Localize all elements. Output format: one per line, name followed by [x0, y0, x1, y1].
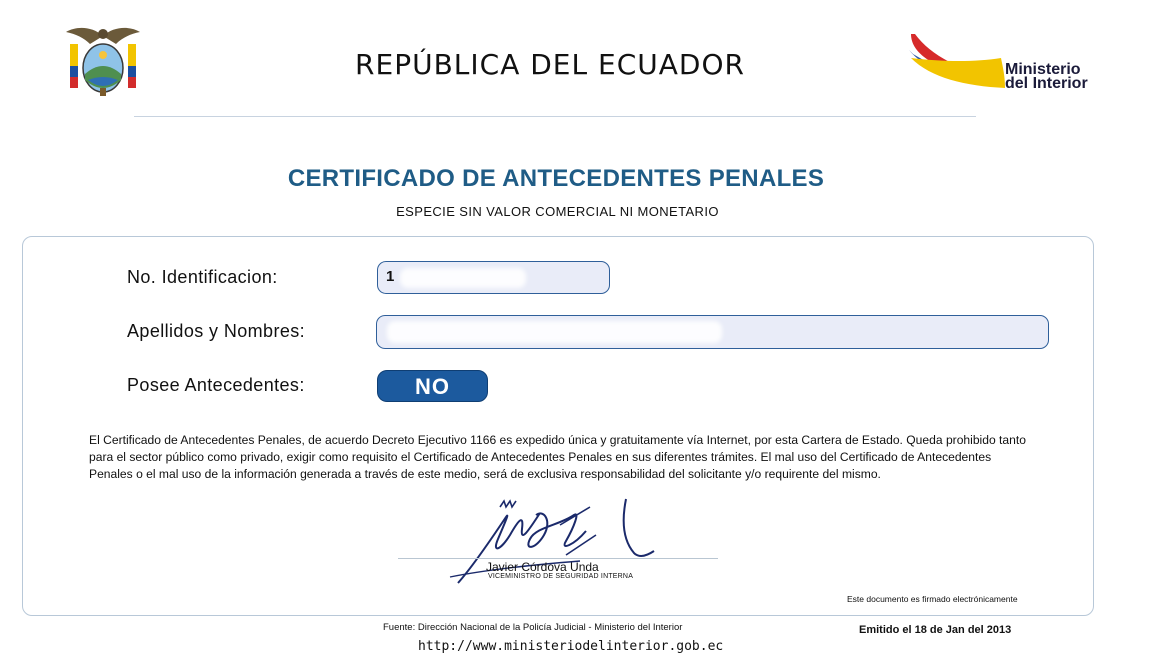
- signature-line: [398, 558, 718, 559]
- id-field: [377, 261, 610, 294]
- document-title: CERTIFICADO DE ANTECEDENTES PENALES: [287, 165, 825, 192]
- header-title: REPÚBLICA DEL ECUADOR: [355, 48, 745, 81]
- ministry-name-line2: del Interior: [1005, 75, 1088, 92]
- redaction-mask: [387, 321, 722, 343]
- legal-notice: El Certificado de Antecedentes Penales, de acuerdo Decreto Ejecutivo 1166 es expedido única y gratuitamente vía Internet, por esta Cartera de Estado. Queda prohibido tanto para el sector público como privado, exigir como requisito el Certificado de Antecedentes Penales en sus diferentes trámites. El mal uso del Certificado de Antecedentes Penales o el mal uso de la información generada a través de este medio, será de exclusiva responsabilidad del solicitante y/o requirente del mismo.: [89, 433, 1026, 481]
- coat-of-arms-icon: [62, 22, 144, 98]
- id-label: No. Identificacion:: [127, 267, 278, 287]
- name-field: [376, 315, 1049, 349]
- source-text: Fuente: Dirección Nacional de la Policía Judicial - Ministerio del Interior: [383, 622, 683, 633]
- footer-url: http://www.ministeriodelinterior.gob.ec: [418, 639, 724, 654]
- record-label: Posee Antecedentes:: [127, 375, 305, 395]
- redaction-mask: [400, 268, 526, 288]
- signer-name: Javier Córdova Unda: [486, 560, 599, 574]
- header-divider: [134, 116, 976, 117]
- id-value: 1: [386, 268, 395, 285]
- ministry-name-line1: Ministerio: [1005, 61, 1081, 78]
- record-status-badge: NO: [377, 370, 488, 402]
- electronic-signature-note: Este documento es firmado electrónicamente: [847, 594, 1018, 604]
- signer-role: VICEMINISTRO DE SEGURIDAD INTERNA: [488, 573, 634, 580]
- issued-date: Emitido el 18 de Jan del 2013: [859, 624, 1012, 636]
- name-label: Apellidos y Nombres:: [127, 321, 306, 341]
- document-subtitle: ESPECIE SIN VALOR COMERCIAL NI MONETARIO: [396, 204, 719, 219]
